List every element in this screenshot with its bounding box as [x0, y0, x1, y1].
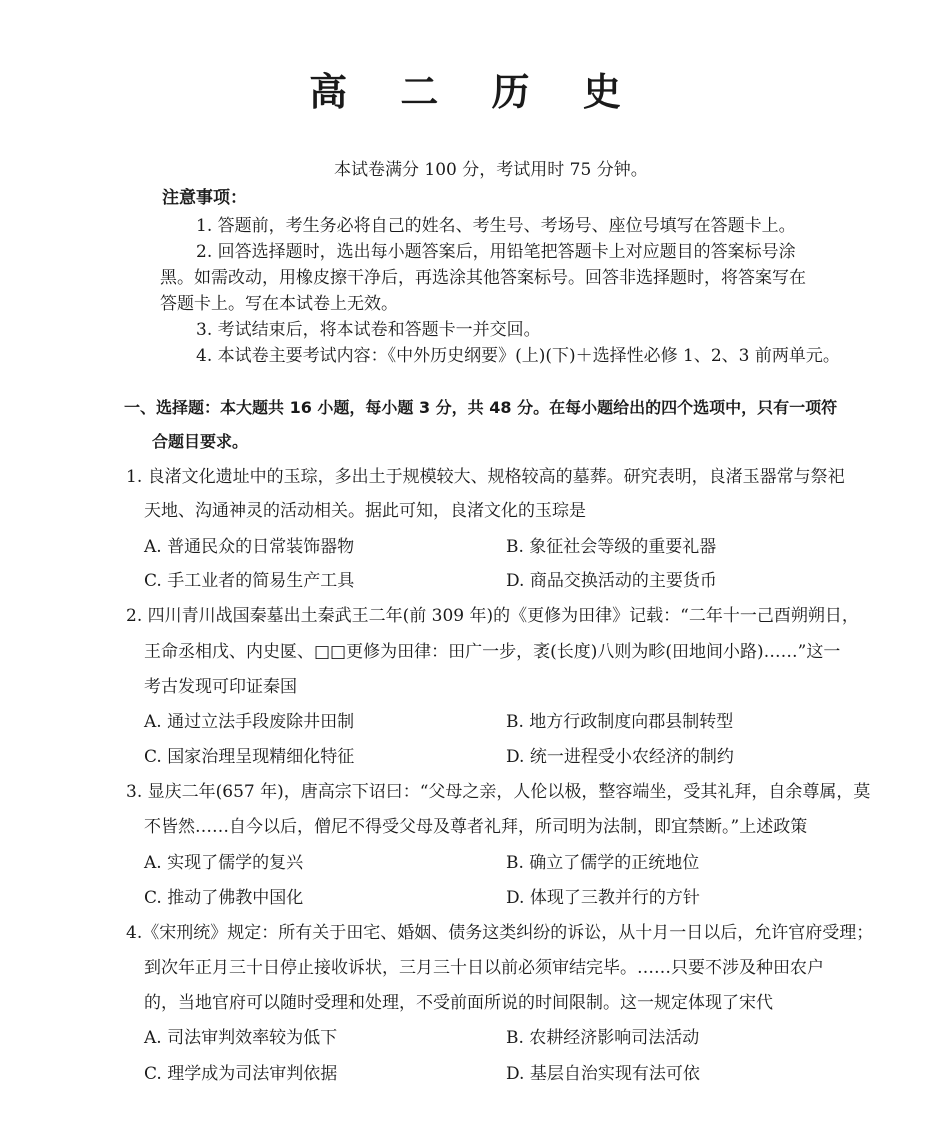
section-heading: 一、选择题：本大题共 16 小题，每小题 3 分，共 48 分。在每小题给出的四个选项中，只有一项符 — [124, 398, 838, 417]
question-2-stem: 考古发现可印证秦国 — [144, 677, 297, 697]
notice-line: 4. 本试卷主要考试内容：《中外历史纲要》(上)(下)＋选择性必修 1、2、3 前两单元。 — [196, 346, 840, 366]
question-3-stem: 不皆然……自今以后，僧尼不得受父母及尊者礼拜，所司明为法制，即宜禁断。”上述政策 — [144, 817, 808, 837]
question-2-stem: 王命丞相戊、内史匽、□□更修为田律：田广一步，袤(长度)八则为畛(田地间小路)……”这一 — [144, 642, 841, 662]
question-3-option-a: A. 实现了儒学的复兴 — [144, 853, 304, 873]
question-3-option-b: B. 确立了儒学的正统地位 — [506, 853, 700, 873]
question-2-option-b: B. 地方行政制度向郡县制转型 — [506, 712, 734, 732]
exam-subtitle: 本试卷满分 100 分，考试用时 75 分钟。 — [334, 160, 648, 180]
notice-line: 黑。如需改动，用橡皮擦干净后，再选涂其他答案标号。回答非选择题时，将答案写在 — [160, 268, 806, 288]
question-2-option-a: A. 通过立法手段废除井田制 — [144, 712, 355, 732]
question-4-option-a: A. 司法审判效率较为低下 — [144, 1028, 338, 1048]
question-1-option-b: B. 象征社会等级的重要礼器 — [506, 537, 717, 557]
question-2-stem: 2. 四川青川战国秦墓出土秦武王二年(前 309 年)的《更修为田律》记载：“二年十一己酉朔朔日， — [126, 606, 859, 626]
question-4-option-c: C. 理学成为司法审判依据 — [144, 1064, 338, 1084]
question-3-stem: 3. 显庆二年(657 年)，唐高宗下诏曰：“父母之亲，人伦以极，整容端坐，受其礼拜，自余尊属，莫 — [126, 782, 871, 802]
notice-line: 2. 回答选择题时，选出每小题答案后，用铅笔把答题卡上对应题目的答案标号涂 — [196, 242, 796, 262]
question-4-stem: 到次年正月三十日停止接收诉状，三月三十日以前必须审结完毕。……只要不涉及种田农户 — [144, 958, 824, 978]
question-4-stem: 的，当地官府可以随时受理和处理，不受前面所说的时间限制。这一规定体现了宋代 — [144, 993, 773, 1013]
question-1-stem: 1. 良渚文化遗址中的玉琮，多出土于规模较大、规格较高的墓葬。研究表明，良渚玉器常与祭祀 — [126, 467, 845, 487]
exam-title: 高 二 历 史 — [309, 70, 641, 114]
question-1-option-a: A. 普通民众的日常装饰器物 — [144, 537, 355, 557]
question-4-option-d: D. 基层自治实现有法可依 — [506, 1064, 700, 1084]
question-1-stem: 天地、沟通神灵的活动相关。据此可知，良渚文化的玉琮是 — [144, 501, 586, 521]
question-1-option-c: C. 手工业者的简易生产工具 — [144, 571, 355, 591]
question-4-stem: 4.《宋刑统》规定：所有关于田宅、婚姻、债务这类纠纷的诉讼，从十月一日以后，允许官府受理； — [126, 923, 874, 943]
question-3-option-c: C. 推动了佛教中国化 — [144, 888, 304, 908]
question-4-option-b: B. 农耕经济影响司法活动 — [506, 1028, 700, 1048]
question-3-option-d: D. 体现了三教并行的方针 — [506, 888, 700, 908]
notice-heading: 注意事项： — [162, 188, 247, 208]
question-2-option-d: D. 统一进程受小农经济的制约 — [506, 747, 734, 767]
question-2-option-c: C. 国家治理呈现精细化特征 — [144, 747, 355, 767]
section-heading-cont: 合题目要求。 — [152, 432, 249, 451]
notice-line: 答题卡上。写在本试卷上无效。 — [160, 294, 398, 314]
notice-line: 1. 答题前，考生务必将自己的姓名、考生号、考场号、座位号填写在答题卡上。 — [196, 216, 796, 236]
question-1-option-d: D. 商品交换活动的主要货币 — [506, 571, 717, 591]
notice-line: 3. 考试结束后，将本试卷和答题卡一并交回。 — [196, 320, 541, 340]
